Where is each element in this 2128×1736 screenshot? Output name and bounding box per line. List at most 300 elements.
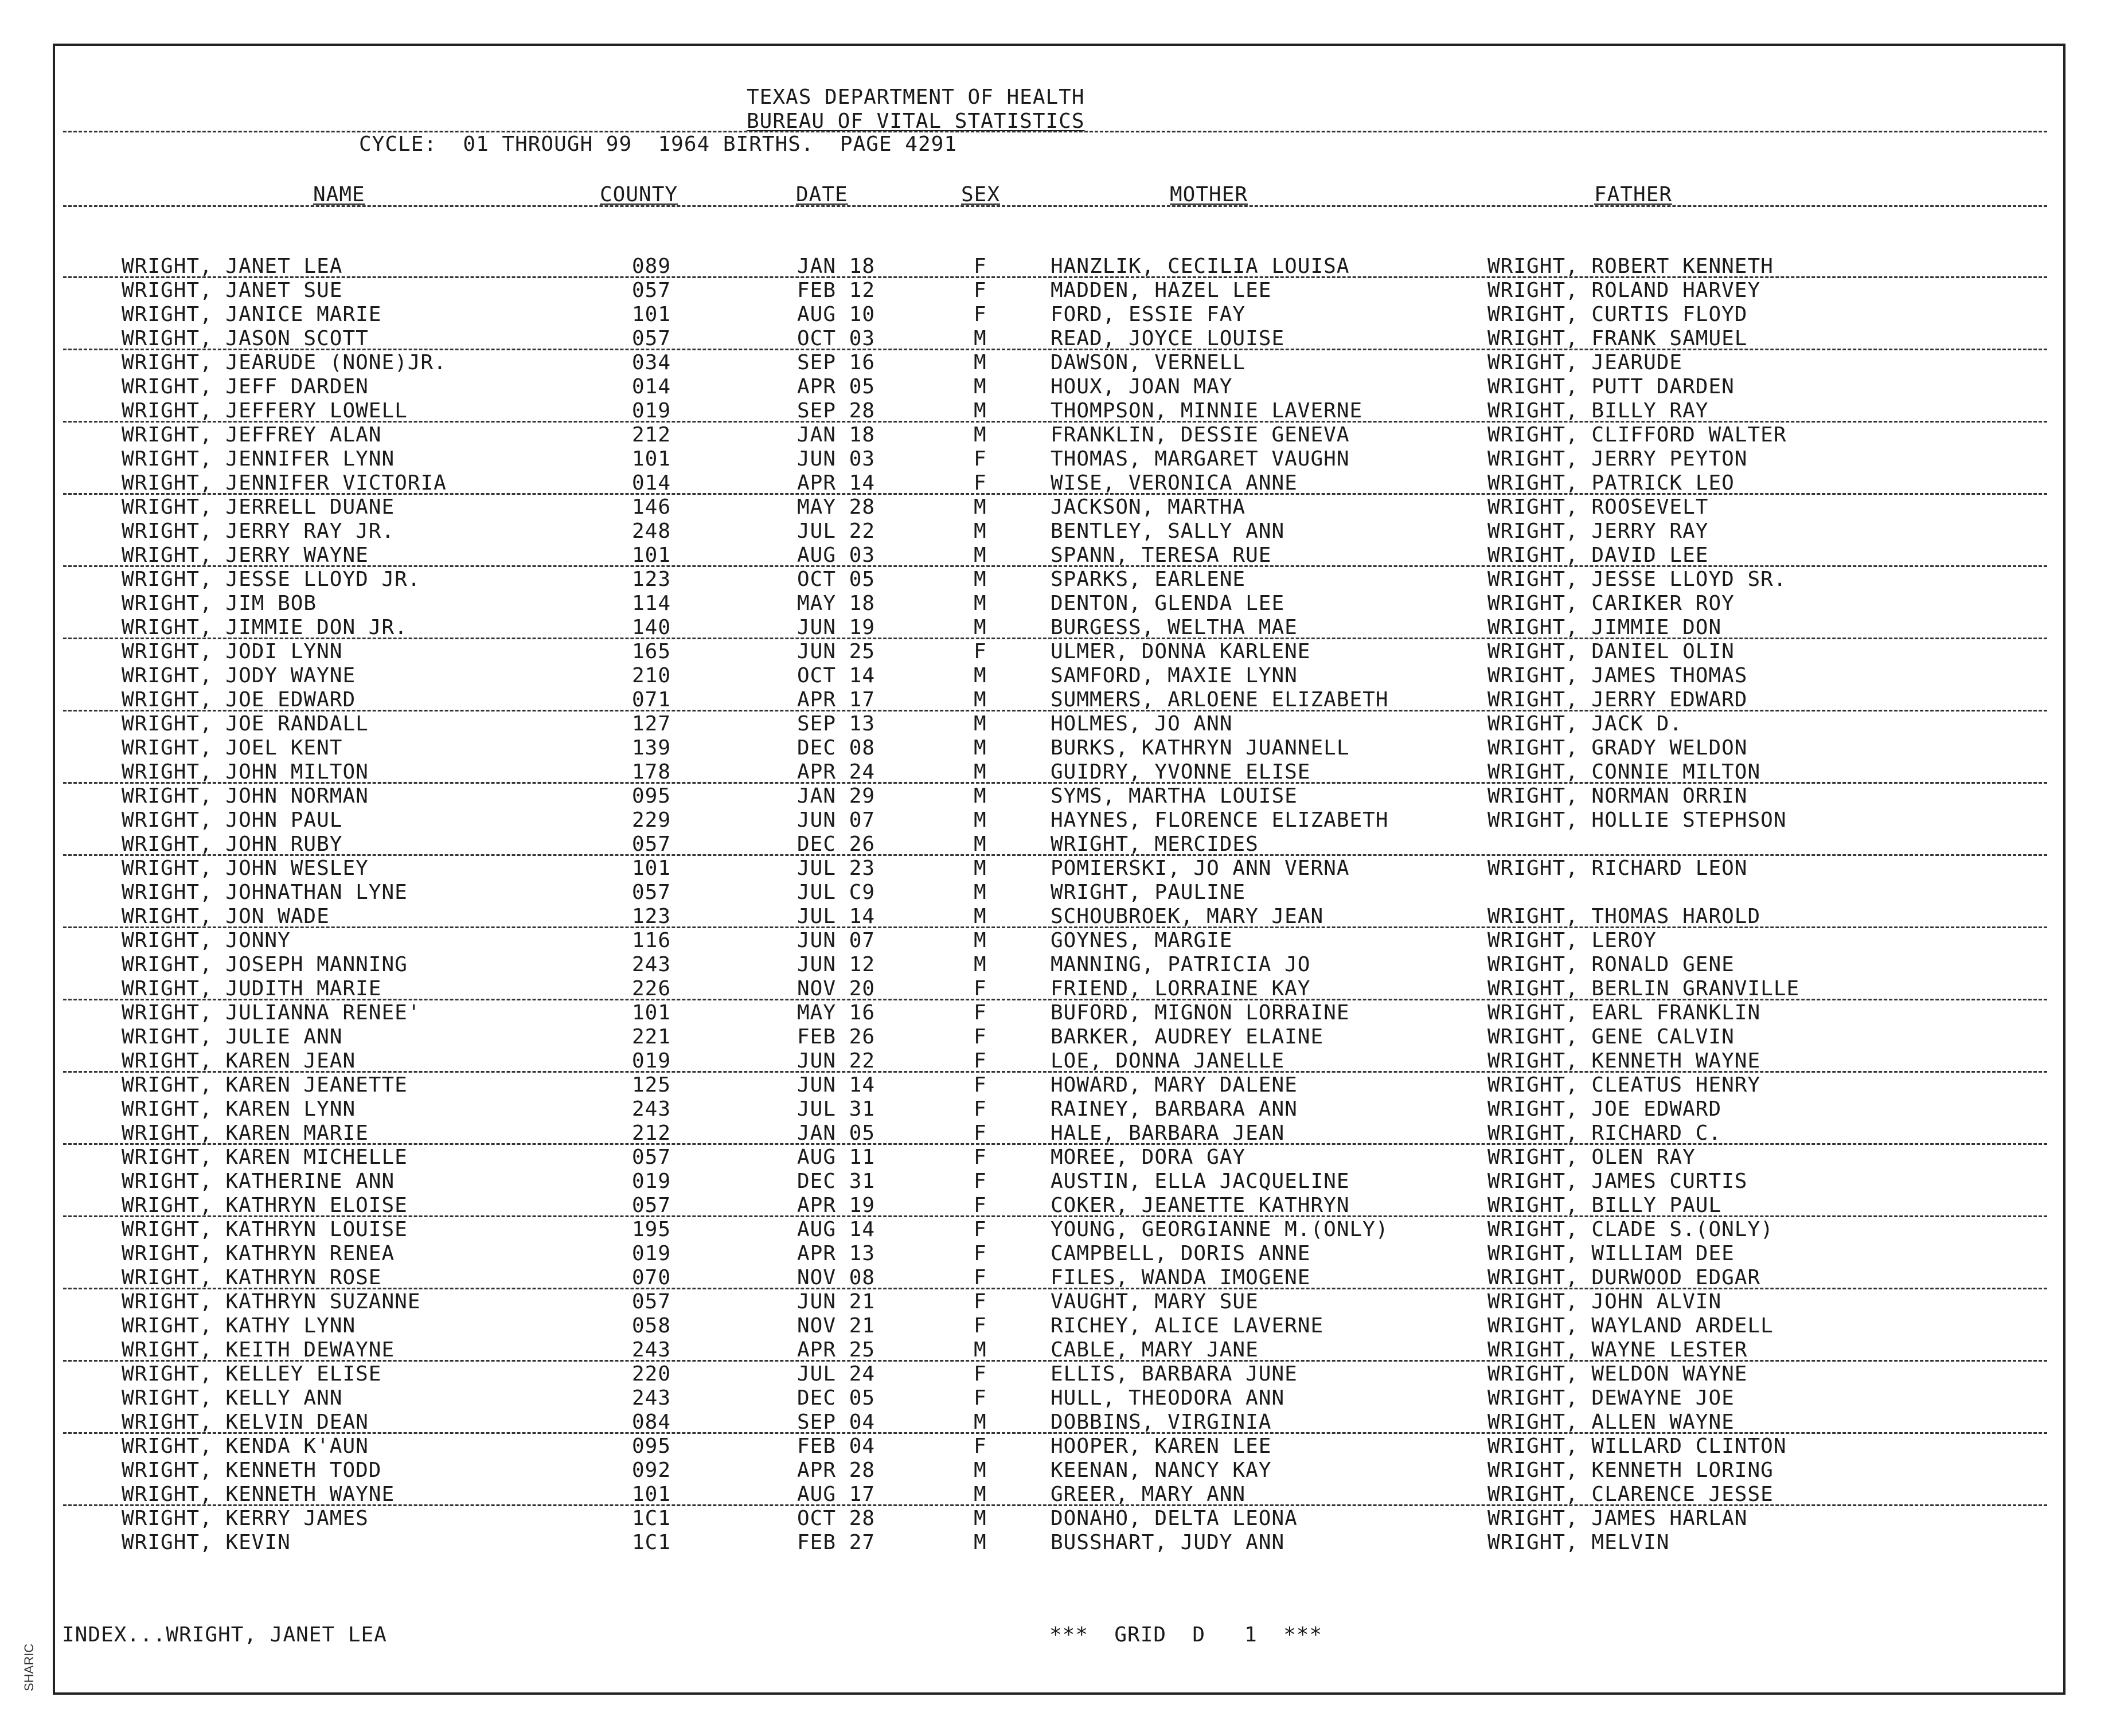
cell-sex: M xyxy=(974,688,987,711)
cell-county: 014 xyxy=(632,375,671,398)
table-row xyxy=(0,1386,2128,1410)
cell-county: 243 xyxy=(632,953,671,976)
cell-county: 248 xyxy=(632,519,671,543)
cell-county: 165 xyxy=(632,640,671,663)
cell-name: WRIGHT, KATHRYN LOUISE xyxy=(122,1218,408,1241)
cell-county: 101 xyxy=(632,1483,671,1506)
cell-sex: F xyxy=(974,1386,987,1410)
cell-name: WRIGHT, KAREN MICHELLE xyxy=(122,1145,408,1169)
cell-county: 101 xyxy=(632,857,671,880)
cell-father: WRIGHT, JIMMIE DON xyxy=(1487,616,1722,639)
cell-county: 019 xyxy=(632,1049,671,1073)
cell-father: WRIGHT, JACK D. xyxy=(1487,712,1683,736)
cell-father: WRIGHT, CURTIS FLOYD xyxy=(1487,303,1748,326)
cell-sex: F xyxy=(974,977,987,1000)
row-group-divider xyxy=(63,1288,2047,1289)
cell-mother: SPARKS, EARLENE xyxy=(1051,568,1246,591)
cell-name: WRIGHT, KATHERINE ANN xyxy=(122,1170,395,1193)
cell-name: WRIGHT, JODY WAYNE xyxy=(122,664,356,687)
cell-father: WRIGHT, JAMES HARLAN xyxy=(1487,1507,1748,1530)
cell-name: WRIGHT, KEITH DEWAYNE xyxy=(122,1338,395,1362)
cell-county: 1C1 xyxy=(632,1507,671,1530)
cell-name: WRIGHT, JOE RANDALL xyxy=(122,712,369,736)
column-header-sex: SEX xyxy=(961,183,1001,206)
cell-county: 178 xyxy=(632,760,671,784)
cell-mother: BENTLEY, SALLY ANN xyxy=(1051,519,1285,543)
cell-county: 125 xyxy=(632,1073,671,1097)
cell-county: 229 xyxy=(632,808,671,832)
column-header-father: FATHER xyxy=(1594,183,1673,206)
cell-county: 212 xyxy=(632,423,671,447)
cell-name: WRIGHT, KAREN MARIE xyxy=(122,1121,369,1145)
cell-county: 101 xyxy=(632,303,671,326)
cell-name: WRIGHT, KELLEY ELISE xyxy=(122,1362,382,1386)
cell-sex: F xyxy=(974,1049,987,1073)
cell-county: 210 xyxy=(632,664,671,687)
cell-father: WRIGHT, NORMAN ORRIN xyxy=(1487,784,1748,808)
table-row xyxy=(0,592,2128,616)
row-group-divider xyxy=(63,1215,2047,1217)
cell-father: WRIGHT, JAMES THOMAS xyxy=(1487,664,1748,687)
cell-county: 084 xyxy=(632,1410,671,1434)
cell-sex: M xyxy=(974,881,987,904)
row-group-divider xyxy=(63,999,2047,1000)
cell-name: WRIGHT, KAREN LYNN xyxy=(122,1097,356,1121)
cell-sex: M xyxy=(974,832,987,856)
table-row xyxy=(0,1459,2128,1483)
cell-sex: F xyxy=(974,1314,987,1338)
cell-sex: M xyxy=(974,784,987,808)
cell-father: WRIGHT, RONALD GENE xyxy=(1487,953,1735,976)
cell-date: APR 28 xyxy=(797,1459,876,1482)
table-row xyxy=(0,1145,2128,1170)
cell-name: WRIGHT, KENDA K'AUN xyxy=(122,1434,369,1458)
cell-mother: HULL, THEODORA ANN xyxy=(1051,1386,1285,1410)
cell-father: WRIGHT, JERRY RAY xyxy=(1487,519,1709,543)
cell-mother: AUSTIN, ELLA JACQUELINE xyxy=(1051,1170,1350,1193)
cell-date: JAN 29 xyxy=(797,784,876,808)
cell-mother: HAYNES, FLORENCE ELIZABETH xyxy=(1051,808,1389,832)
cell-name: WRIGHT, JODI LYNN xyxy=(122,640,343,663)
cell-father: WRIGHT, DURWOOD EDGAR xyxy=(1487,1266,1761,1289)
cell-mother: FRANKLIN, DESSIE GENEVA xyxy=(1051,423,1350,447)
cell-name: WRIGHT, JEARUDE (NONE)JR. xyxy=(122,351,447,374)
cell-father: WRIGHT, WAYNE LESTER xyxy=(1487,1338,1748,1362)
table-row xyxy=(0,1507,2128,1531)
row-group-divider xyxy=(63,1143,2047,1145)
table-row xyxy=(0,1314,2128,1338)
cell-mother: HANZLIK, CECILIA LOUISA xyxy=(1051,255,1350,278)
cell-name: WRIGHT, JERRELL DUANE xyxy=(122,495,395,519)
cell-date: MAY 28 xyxy=(797,495,876,519)
cell-date: JUN 03 xyxy=(797,447,876,471)
table-row xyxy=(0,857,2128,881)
cell-county: 114 xyxy=(632,592,671,615)
cell-father: WRIGHT, HOLLIE STEPHSON xyxy=(1487,808,1787,832)
cell-mother: MOREE, DORA GAY xyxy=(1051,1145,1246,1169)
cell-date: JUL 24 xyxy=(797,1362,876,1386)
cell-date: JUN 07 xyxy=(797,929,876,952)
cell-sex: F xyxy=(974,1170,987,1193)
row-group-divider xyxy=(63,1071,2047,1073)
table-row xyxy=(0,1531,2128,1555)
cell-mother: THOMAS, MARGARET VAUGHN xyxy=(1051,447,1350,471)
cell-sex: M xyxy=(974,929,987,952)
cell-father: WRIGHT, ROLAND HARVEY xyxy=(1487,279,1761,302)
table-row xyxy=(0,1434,2128,1459)
cell-father: WRIGHT, WILLIAM DEE xyxy=(1487,1242,1735,1265)
cell-father: WRIGHT, BILLY RAY xyxy=(1487,399,1709,423)
cell-father: WRIGHT, JOHN ALVIN xyxy=(1487,1290,1722,1313)
cell-mother: HOUX, JOAN MAY xyxy=(1051,375,1233,398)
cell-date: APR 24 xyxy=(797,760,876,784)
index-line: INDEX...WRIGHT, JANET LEA xyxy=(62,1623,387,1647)
cell-name: WRIGHT, JENNIFER VICTORIA xyxy=(122,471,447,495)
cell-date: APR 05 xyxy=(797,375,876,398)
cell-county: 057 xyxy=(632,1145,671,1169)
cell-name: WRIGHT, KATHRYN ELOISE xyxy=(122,1194,408,1217)
cell-sex: M xyxy=(974,375,987,398)
cell-date: APR 14 xyxy=(797,471,876,495)
cell-county: 101 xyxy=(632,1001,671,1025)
cell-county: 014 xyxy=(632,471,671,495)
cell-name: WRIGHT, JOHN PAUL xyxy=(122,808,343,832)
cell-county: 146 xyxy=(632,495,671,519)
divider xyxy=(63,205,2047,207)
cell-sex: F xyxy=(974,255,987,278)
cell-mother: HOLMES, JO ANN xyxy=(1051,712,1233,736)
cell-name: WRIGHT, JOHN WESLEY xyxy=(122,857,369,880)
cell-county: 034 xyxy=(632,351,671,374)
cell-sex: F xyxy=(974,1434,987,1458)
cell-mother: SYMS, MARTHA LOUISE xyxy=(1051,784,1298,808)
cell-county: 057 xyxy=(632,881,671,904)
cell-father: WRIGHT, LEROY xyxy=(1487,929,1657,952)
column-header-date: DATE xyxy=(796,183,848,206)
cell-name: WRIGHT, JON WADE xyxy=(122,905,330,928)
cell-name: WRIGHT, JOHNATHAN LYNE xyxy=(122,881,408,904)
cell-father: WRIGHT, WELDON WAYNE xyxy=(1487,1362,1748,1386)
cell-sex: M xyxy=(974,544,987,567)
cell-date: JAN 18 xyxy=(797,423,876,447)
cell-name: WRIGHT, JOSEPH MANNING xyxy=(122,953,408,976)
cell-county: 095 xyxy=(632,1434,671,1458)
table-row xyxy=(0,495,2128,519)
row-group-divider xyxy=(63,1504,2047,1506)
grid-line: *** GRID D 1 *** xyxy=(1049,1623,1323,1647)
cell-sex: M xyxy=(974,712,987,736)
cell-date: OCT 28 xyxy=(797,1507,876,1530)
cell-sex: F xyxy=(974,1145,987,1169)
cell-mother: GREER, MARY ANN xyxy=(1051,1483,1246,1506)
row-group-divider xyxy=(63,926,2047,928)
table-row xyxy=(0,688,2128,712)
table-row xyxy=(0,905,2128,929)
cell-sex: M xyxy=(974,808,987,832)
cell-name: WRIGHT, KELLY ANN xyxy=(122,1386,343,1410)
cell-sex: M xyxy=(974,592,987,615)
cell-date: JUN 12 xyxy=(797,953,876,976)
cell-date: JUL 14 xyxy=(797,905,876,928)
cell-mother: DONAHO, DELTA LEONA xyxy=(1051,1507,1298,1530)
cell-date: APR 13 xyxy=(797,1242,876,1265)
table-row xyxy=(0,977,2128,1001)
cell-father: WRIGHT, PATRICK LEO xyxy=(1487,471,1735,495)
cell-sex: F xyxy=(974,303,987,326)
cell-name: WRIGHT, JOHN MILTON xyxy=(122,760,369,784)
cell-father: WRIGHT, OLEN RAY xyxy=(1487,1145,1696,1169)
cell-county: 089 xyxy=(632,255,671,278)
cell-name: WRIGHT, JIMMIE DON JR. xyxy=(122,616,408,639)
cell-mother: KEENAN, NANCY KAY xyxy=(1051,1459,1272,1482)
cell-mother: GUIDRY, YVONNE ELISE xyxy=(1051,760,1311,784)
cell-sex: M xyxy=(974,736,987,760)
table-row xyxy=(0,1049,2128,1073)
cell-sex: F xyxy=(974,1073,987,1097)
cell-date: SEP 13 xyxy=(797,712,876,736)
cell-county: 123 xyxy=(632,905,671,928)
cell-date: APR 19 xyxy=(797,1194,876,1217)
cell-name: WRIGHT, JOE EDWARD xyxy=(122,688,356,711)
cell-county: 071 xyxy=(632,688,671,711)
cell-date: JUL 23 xyxy=(797,857,876,880)
cell-sex: M xyxy=(974,1483,987,1506)
row-group-divider xyxy=(63,276,2047,278)
table-row xyxy=(0,808,2128,832)
cell-mother: RAINEY, BARBARA ANN xyxy=(1051,1097,1298,1121)
table-row xyxy=(0,375,2128,399)
table-row xyxy=(0,929,2128,953)
cell-father: WRIGHT, MELVIN xyxy=(1487,1531,1670,1554)
cell-father: WRIGHT, RICHARD LEON xyxy=(1487,857,1748,880)
cell-name: WRIGHT, JANET SUE xyxy=(122,279,343,302)
cell-date: AUG 03 xyxy=(797,544,876,567)
table-row xyxy=(0,832,2128,857)
cell-sex: M xyxy=(974,519,987,543)
table-row xyxy=(0,519,2128,544)
cell-county: 243 xyxy=(632,1097,671,1121)
cell-county: 101 xyxy=(632,544,671,567)
cycle-line: CYCLE: 01 THROUGH 99 1964 BIRTHS. PAGE 4291 xyxy=(359,132,957,156)
cell-county: 127 xyxy=(632,712,671,736)
cell-mother: SCHOUBROEK, MARY JEAN xyxy=(1051,905,1324,928)
table-row xyxy=(0,279,2128,303)
cell-sex: M xyxy=(974,1531,987,1554)
cell-father: WRIGHT, THOMAS HAROLD xyxy=(1487,905,1761,928)
cell-father: WRIGHT, JERRY PEYTON xyxy=(1487,447,1748,471)
table-row xyxy=(0,616,2128,640)
row-group-divider xyxy=(63,349,2047,350)
cell-date: DEC 05 xyxy=(797,1386,876,1410)
column-header-name: NAME xyxy=(313,183,365,206)
cell-father: WRIGHT, ROOSEVELT xyxy=(1487,495,1709,519)
column-header-county: COUNTY xyxy=(600,183,678,206)
cell-father: WRIGHT, JESSE LLOYD SR. xyxy=(1487,568,1787,591)
cell-name: WRIGHT, JULIE ANN xyxy=(122,1025,343,1049)
table-row xyxy=(0,953,2128,977)
cell-date: SEP 04 xyxy=(797,1410,876,1434)
table-row xyxy=(0,471,2128,495)
cell-county: 057 xyxy=(632,327,671,350)
table-row xyxy=(0,568,2128,592)
cell-name: WRIGHT, JENNIFER LYNN xyxy=(122,447,395,471)
cell-date: JUN 14 xyxy=(797,1073,876,1097)
cell-mother: BUSSHART, JUDY ANN xyxy=(1051,1531,1285,1554)
cell-name: WRIGHT, JOHN NORMAN xyxy=(122,784,369,808)
cell-date: OCT 05 xyxy=(797,568,876,591)
cell-name: WRIGHT, KATHRYN RENEA xyxy=(122,1242,395,1265)
cell-sex: M xyxy=(974,953,987,976)
cell-sex: F xyxy=(974,471,987,495)
cell-mother: MADDEN, HAZEL LEE xyxy=(1051,279,1272,302)
cell-county: 058 xyxy=(632,1314,671,1338)
cell-date: APR 25 xyxy=(797,1338,876,1362)
cell-father: WRIGHT, EARL FRANKLIN xyxy=(1487,1001,1761,1025)
cell-name: WRIGHT, KEVIN xyxy=(122,1531,291,1554)
cell-mother: SPANN, TERESA RUE xyxy=(1051,544,1272,567)
cell-mother: VAUGHT, MARY SUE xyxy=(1051,1290,1259,1313)
row-group-divider xyxy=(63,1432,2047,1434)
cell-sex: F xyxy=(974,1266,987,1289)
cell-date: SEP 28 xyxy=(797,399,876,423)
cell-name: WRIGHT, JERRY RAY JR. xyxy=(122,519,395,543)
cell-mother: DENTON, GLENDA LEE xyxy=(1051,592,1285,615)
cell-date: FEB 26 xyxy=(797,1025,876,1049)
cell-sex: M xyxy=(974,760,987,784)
table-row xyxy=(0,1218,2128,1242)
cell-county: 226 xyxy=(632,977,671,1000)
cell-name: WRIGHT, KATHRYN ROSE xyxy=(122,1266,382,1289)
table-row xyxy=(0,423,2128,447)
cell-sex: F xyxy=(974,1121,987,1145)
cell-date: NOV 20 xyxy=(797,977,876,1000)
cell-father: WRIGHT, ALLEN WAYNE xyxy=(1487,1410,1735,1434)
cell-date: AUG 14 xyxy=(797,1218,876,1241)
cell-county: 1C1 xyxy=(632,1531,671,1554)
cell-date: NOV 21 xyxy=(797,1314,876,1338)
cell-sex: M xyxy=(974,495,987,519)
cell-name: WRIGHT, KENNETH TODD xyxy=(122,1459,382,1482)
cell-father: WRIGHT, KENNETH LORING xyxy=(1487,1459,1774,1482)
cell-father: WRIGHT, CLEATUS HENRY xyxy=(1487,1073,1761,1097)
cell-father: WRIGHT, DANIEL OLIN xyxy=(1487,640,1735,663)
row-group-divider xyxy=(63,710,2047,711)
cell-mother: HALE, BARBARA JEAN xyxy=(1051,1121,1285,1145)
table-row xyxy=(0,664,2128,688)
cell-father: WRIGHT, CLADE S.(ONLY) xyxy=(1487,1218,1774,1241)
cell-mother: BURKS, KATHRYN JUANNELL xyxy=(1051,736,1350,760)
cell-county: 092 xyxy=(632,1459,671,1482)
cell-name: WRIGHT, KENNETH WAYNE xyxy=(122,1483,395,1506)
row-group-divider xyxy=(63,565,2047,567)
cell-mother: ELLIS, BARBARA JUNE xyxy=(1051,1362,1298,1386)
cell-father: WRIGHT, GENE CALVIN xyxy=(1487,1025,1735,1049)
cell-county: 221 xyxy=(632,1025,671,1049)
cell-father: WRIGHT, JAMES CURTIS xyxy=(1487,1170,1748,1193)
cell-mother: ULMER, DONNA KARLENE xyxy=(1051,640,1311,663)
table-row xyxy=(0,1001,2128,1025)
cell-sex: F xyxy=(974,1242,987,1265)
cell-sex: F xyxy=(974,1025,987,1049)
cell-date: OCT 03 xyxy=(797,327,876,350)
cell-name: WRIGHT, JERRY WAYNE xyxy=(122,544,369,567)
cell-father: WRIGHT, DAVID LEE xyxy=(1487,544,1709,567)
cell-sex: M xyxy=(974,857,987,880)
cell-mother: DOBBINS, VIRGINIA xyxy=(1051,1410,1272,1434)
cell-county: 057 xyxy=(632,279,671,302)
cell-mother: JACKSON, MARTHA xyxy=(1051,495,1246,519)
cell-county: 116 xyxy=(632,929,671,952)
cell-sex: F xyxy=(974,1290,987,1313)
cell-name: WRIGHT, JUDITH MARIE xyxy=(122,977,382,1000)
cell-date: NOV 08 xyxy=(797,1266,876,1289)
row-group-divider xyxy=(63,782,2047,784)
cell-father: WRIGHT, WILLARD CLINTON xyxy=(1487,1434,1787,1458)
table-row xyxy=(0,1097,2128,1121)
cell-mother: WRIGHT, PAULINE xyxy=(1051,881,1246,904)
cell-father: WRIGHT, WAYLAND ARDELL xyxy=(1487,1314,1774,1338)
cell-mother: BARKER, AUDREY ELAINE xyxy=(1051,1025,1324,1049)
table-row xyxy=(0,351,2128,375)
cell-county: 019 xyxy=(632,1170,671,1193)
table-row xyxy=(0,1338,2128,1362)
table-row xyxy=(0,712,2128,736)
cell-sex: F xyxy=(974,279,987,302)
cell-mother: GOYNES, MARGIE xyxy=(1051,929,1233,952)
cell-mother: BUFORD, MIGNON LORRAINE xyxy=(1051,1001,1350,1025)
cell-father: WRIGHT, DEWAYNE JOE xyxy=(1487,1386,1735,1410)
cell-date: JUN 21 xyxy=(797,1290,876,1313)
cell-date: JUN 19 xyxy=(797,616,876,639)
cell-father: WRIGHT, FRANK SAMUEL xyxy=(1487,327,1748,350)
table-row xyxy=(0,399,2128,423)
cell-mother: HOWARD, MARY DALENE xyxy=(1051,1073,1298,1097)
cell-county: 095 xyxy=(632,784,671,808)
report-title: TEXAS DEPARTMENT OF HEALTH xyxy=(747,85,1085,109)
table-row xyxy=(0,881,2128,905)
cell-county: 057 xyxy=(632,832,671,856)
cell-date: JUN 22 xyxy=(797,1049,876,1073)
cell-sex: M xyxy=(974,905,987,928)
cell-mother: LOE, DONNA JANELLE xyxy=(1051,1049,1285,1073)
cell-mother: CABLE, MARY JANE xyxy=(1051,1338,1259,1362)
cell-county: 123 xyxy=(632,568,671,591)
cell-sex: M xyxy=(974,1410,987,1434)
cell-mother: READ, JOYCE LOUISE xyxy=(1051,327,1285,350)
cell-father: WRIGHT, PUTT DARDEN xyxy=(1487,375,1735,398)
table-row xyxy=(0,784,2128,808)
cell-county: 057 xyxy=(632,1194,671,1217)
cell-name: WRIGHT, KAREN JEANETTE xyxy=(122,1073,408,1097)
cell-sex: M xyxy=(974,351,987,374)
cell-name: WRIGHT, JULIANNA RENEE' xyxy=(122,1001,421,1025)
cell-mother: DAWSON, VERNELL xyxy=(1051,351,1246,374)
table-row xyxy=(0,1121,2128,1145)
cell-name: WRIGHT, JANET LEA xyxy=(122,255,343,278)
cell-date: FEB 12 xyxy=(797,279,876,302)
cell-mother: POMIERSKI, JO ANN VERNA xyxy=(1051,857,1350,880)
table-row xyxy=(0,255,2128,279)
cell-sex: F xyxy=(974,1097,987,1121)
cell-sex: M xyxy=(974,327,987,350)
cell-county: 101 xyxy=(632,447,671,471)
cell-name: WRIGHT, JEFFERY LOWELL xyxy=(122,399,408,423)
cell-sex: F xyxy=(974,1194,987,1217)
cell-county: 243 xyxy=(632,1338,671,1362)
cell-date: JUL 22 xyxy=(797,519,876,543)
cell-county: 195 xyxy=(632,1218,671,1241)
table-row xyxy=(0,1362,2128,1386)
